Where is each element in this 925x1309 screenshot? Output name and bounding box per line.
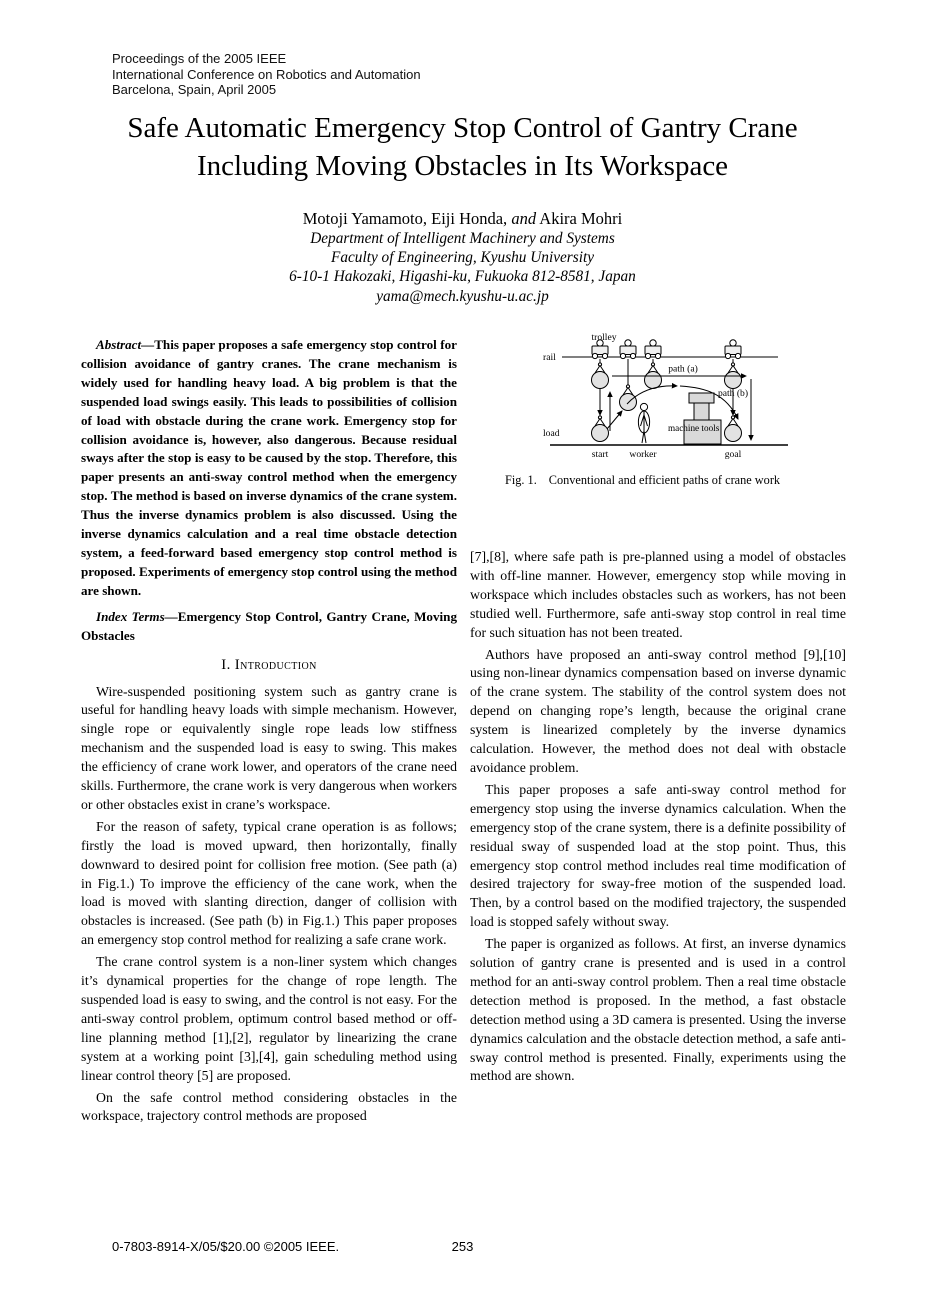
section-heading-introduction: I. Introduction [221,656,317,673]
load-icon [725,416,742,442]
trolley-icon [725,340,741,359]
machine-tools-icon [684,393,721,444]
conference-header-line: Proceedings of the 2005 IEEE [112,51,287,66]
figure-label-path-a: path (a) [668,363,698,375]
index-terms-paragraph [81,608,457,646]
figure1-crane-diagram [540,330,856,465]
figure1-caption-text: Conventional and efficient paths of crane work [548,473,781,487]
page-number: 253 [451,1239,474,1254]
trolley-icon [645,340,661,359]
conference-header-line: International Conference on Robotics and Automation [112,66,421,82]
paragraph: For the reason of safety, typical crane operation is as follows; firstly the load is moved upward, then horizontally, finally downward to desired point for collision free motion. (See path (a) in Fig.1.) To improve the efficiency of the cane work, when the load is moved with slanting direction, danger of collision with obstacles is increased. (See path (b) in Fig.1.) This paper proposes an emergency stop control method for realizing a safe crane work. [81,818,457,948]
index-terms-text: Emergency Stop Control, Gantry Crane, Moving Obstacles [81,608,457,643]
author-names-text: Akira Mohri [536,209,623,228]
figure1 [540,330,856,465]
figure-label-start: start [591,449,609,460]
paragraph: On the safe control method considering obstacles in the workspace, trajectory control methods are proposed [81,1089,457,1124]
paper-title-line: Including Moving Obstacles in Its Workspace [196,149,729,182]
abstract-text: This paper proposes a safe emergency stop control for collision avoidance of gantry cranes. The crane mechanism is widely used for handling heavy load. A big problem is that the suspended load swings easily. This leads to possibilities of collision of load with obstacle during the crane work. Emergency stop for collision avoidance is, however, also dangerous. Because residual sways after the stop is easy to be caused by the stop. Therefore, this paper presents an anti-sway control method when the emergency stop. The method is based on inverse dynamics of the crane system. Thus the inverse dynamics problem is also discussed. Using the inverse dynamics calculation and a real time obstacle detection system, a feed-forward based emergency stop control method is proposed. Experiments of emergency stop control using the method are shown. [81,337,457,598]
load-icon [592,363,609,389]
figure-label-rail: rail [543,352,556,363]
worker-icon [638,403,649,443]
author-names [0,209,925,229]
left-column [81,336,457,1129]
paragraph: The paper is organized as follows. At first, an inverse dynamics solution of gantry crane is presented and is used in a control method for an anti-sway control problem. Then a real time obstacle detection method is proposed. In the method, a fast obstacle detection method using a 3D camera is presented. Using the inverse dynamics calculation and the obstacle detection method, a safe anti-sway control method is presented. Finally, experiments using the method are shown. [470,936,846,1084]
author-email: yama@mech.kyushu-u.ac.jp [376,287,549,305]
copyright-notice: 0-7803-8914-X/05/$20.00 ©2005 IEEE. [112,1239,340,1254]
abstract-label: Abstract— [96,337,155,352]
affiliation-line: Department of Intelligent Machinery and Systems [310,230,615,247]
figure-label-load: load [543,428,560,439]
authors-block [0,209,925,306]
figure1-caption [505,473,850,488]
paragraph: Authors have proposed an anti-sway control method [9],[10] using non-linear dynamics compensation based on inverse dynamic of the crane system. The stability of the control system does not depend on changing rope’s length, because the original crane system is linearized completely by the inverse dynamics calculation. However, the method does not deal with obstacle avoidance problem. [470,646,846,775]
author-and-word: and [511,209,537,228]
trolley-icon [620,340,636,359]
author-names-text: Motoji Yamamoto, Eiji Honda, [302,209,512,228]
conference-header [112,51,421,98]
right-column [470,548,846,1089]
figure-label-path-b: path (b) [717,388,749,399]
figure-label-worker: worker [629,449,657,460]
affiliation-line: 6-10-1 Hakozaki, Higashi-ku, Fukuoka 812-8581, Japan [289,268,636,286]
index-terms-label: Index Terms— [96,608,178,624]
affiliation-line: Faculty of Engineering, Kyushu University [331,249,594,267]
path-b-slant-arrow [607,411,622,429]
figure-label-trolley: trolley [591,332,617,343]
paragraph: Wire-suspended positioning system such as gantry crane is useful for handling heavy loads with simple mechanism. However, single rope or equivalently single rope leads low stiffness mechanism and the suspended load is easy to swing. This makes the efficiency of crane work lower, and operators of the crane need skills. Furthermore, the crane work is very dangerous when workers or other obstacles exist in crane’s workspace. [81,683,457,812]
figure-label-machine-tools: machine tools [668,423,720,433]
paragraph: [7],[8], where safe path is pre-planned using a model of obstacles with off-line manner. However, emergency stop while moving in workspace which includes obstacles such as workers, has not been studied well. Furthermore, safe anti-sway stop control in real time for such situation has not been treated. [470,549,846,640]
paper-title [0,110,925,185]
load-icon [592,416,609,442]
conference-header-line: Barcelona, Spain, April 2005 [112,82,277,97]
paper-title-line: Safe Automatic Emergency Stop Control of Gantry Crane [127,112,798,144]
paragraph: This paper proposes a safe anti-sway control method for emergency stop using the inverse dynamics calculation. When the emergency stop of the crane system, there is a definite possibility of residual sway of suspended load at the stop point. Thus, this emergency stop control method includes real time modification of desired trajectory for sway-free motion of the suspended load. Then, by a control based on the modified trajectory, the suspended load is stopped safely without sway. [470,781,846,930]
abstract-paragraph [81,336,457,601]
figure1-caption-number: Fig. 1. [505,473,537,487]
figure-label-goal: goal [724,449,742,460]
paragraph: The crane control system is a non-liner system which changes it’s dynamical properties for the change of rope length. The suspended load is easy to swing, and the control is not easy. For the anti-sway control problem, optimum control based method or off-line planning method [1],[2], regulator by linearizing the crane system at a working point [3],[4], gain scheduling method using linear control theory [5] are proposed. [81,954,457,1083]
